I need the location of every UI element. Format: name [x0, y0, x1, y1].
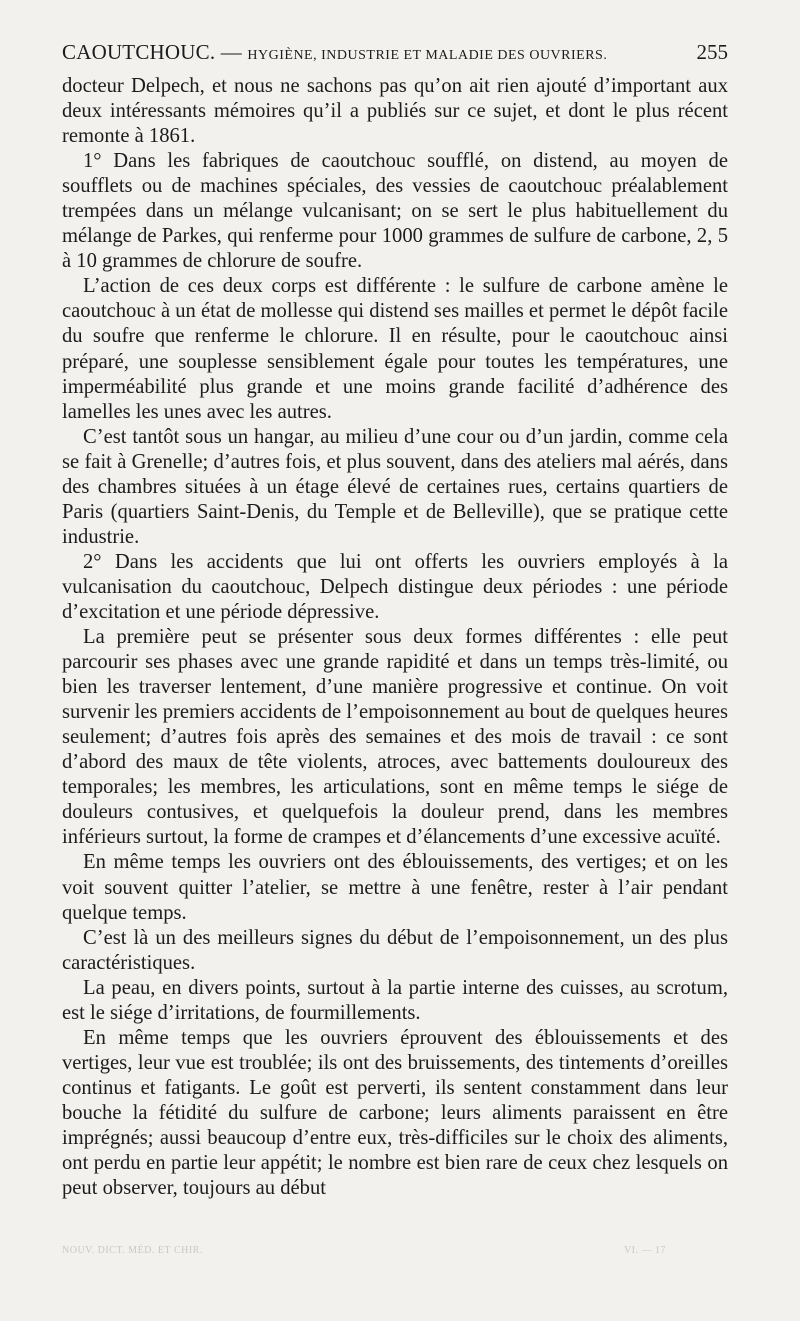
running-header	[62, 40, 728, 74]
header-title-group	[62, 40, 607, 65]
paragraph: En même temps les ouvriers ont des éblouissements, des vertiges; et on les voit souvent quitter l’atelier, se mettre à une fenêtre, rester à l’air pendant quelque temps.	[62, 851, 728, 924]
paragraph: C’est là un des meilleurs signes du début de l’empoisonnement, un des plus caractéristiques.	[62, 926, 728, 974]
footer-sheet: VI. — 17	[623, 1245, 666, 1256]
header-title: CAOUTCHOUC.	[62, 40, 216, 64]
paragraph: L’action de ces deux corps est différente : le sulfure de carbone amène le caoutchouc à un état de mollesse qui distend ses mailles et permet le dépôt facile du soufre que renferme le chlorure. Il en résulte, pour le caoutchouc ainsi préparé, une souplesse sensiblement égale pour toutes les températures, une imperméabilité plus grande et une moins grande facilité d’adhérence des lamelles les unes avec les autres.	[62, 275, 728, 423]
body-text	[62, 74, 728, 1201]
paragraph: 1° Dans les fabriques de caoutchouc soufflé, on distend, au moyen de soufflets ou de machines spéciales, des vessies de caoutchouc préalablement trempées dans un mélange vulcanisant; on se sert le plus habituellement du mélange de Parkes, qui renferme pour 1000 grammes de sulfure de carbone, 2, 5 à 10 grammes de chlorure de soufre.	[62, 150, 728, 273]
header-subtitle: HYGIÈNE, INDUSTRIE ET MALADIE DES OUVRIERS.	[247, 48, 608, 63]
paragraph: C’est tantôt sous un hangar, au milieu d’une cour ou d’un jardin, comme cela se fait à Grenelle; d’autres fois, et plus souvent, dans des ateliers mal aérés, dans des chambres situées à un étage élevé de certaines rues, certains quartiers de Paris (quartiers Saint-Denis, du Temple et de Belleville), que se pratique cette industrie.	[62, 425, 728, 548]
header-dash: —	[220, 40, 242, 64]
footer-signature: NOUV. DICT. MÉD. ET CHIR.	[62, 1245, 203, 1256]
page	[62, 40, 728, 1201]
paragraph: 2° Dans les accidents que lui ont offerts les ouvriers employés à la vulcanisation du caoutchouc, Delpech distingue deux périodes : une période d’excitation et une période dépressive.	[62, 550, 728, 623]
page-number: 255	[696, 40, 728, 64]
paragraph: En même temps que les ouvriers éprouvent des éblouissements et des vertiges, leur vue est troublée; ils ont des bruissements, des tintements d’oreilles continus et fatigants. Le goût est perverti, ils sentent constamment dans leur bouche la fétidité du sulfure de carbone; leurs aliments paraissent en être imprégnés; aussi beaucoup d’entre eux, très-difficiles sur le choix des aliments, ont perdu en partie leur appétit; le nombre est bien rare de ceux chez lesquels on peut observer, toujours au début	[62, 1026, 728, 1200]
paragraph: La peau, en divers points, surtout à la partie interne des cuisses, au scrotum, est le siége d’irritations, de fourmillements.	[62, 976, 728, 1024]
footer-signature-line	[62, 1245, 666, 1256]
paragraph: docteur Delpech, et nous ne sachons pas qu’on ait rien ajouté d’important aux deux intéressants mémoires qu’il a publiés sur ce sujet, et dont le plus récent remonte à 1861.	[62, 75, 728, 148]
paragraph: La première peut se présenter sous deux formes différentes : elle peut parcourir ses phases avec une grande rapidité et dans un temps très-limité, ou bien les traverser lentement, d’une manière progressive et continue. On voit survenir les premiers accidents de l’empoisonnement au bout de quelques heures seulement; d’autres fois après des semaines et des mois de travail : ce sont d’abord des maux de tête violents, atroces, avec battements douloureux des temporales; les membres, les articulations, sont en même temps le siége de douleurs contusives, et quelquefois la douleur prend, dans les membres inférieurs surtout, la forme de crampes et d’élancements d’une excessive acuïté.	[62, 626, 728, 849]
